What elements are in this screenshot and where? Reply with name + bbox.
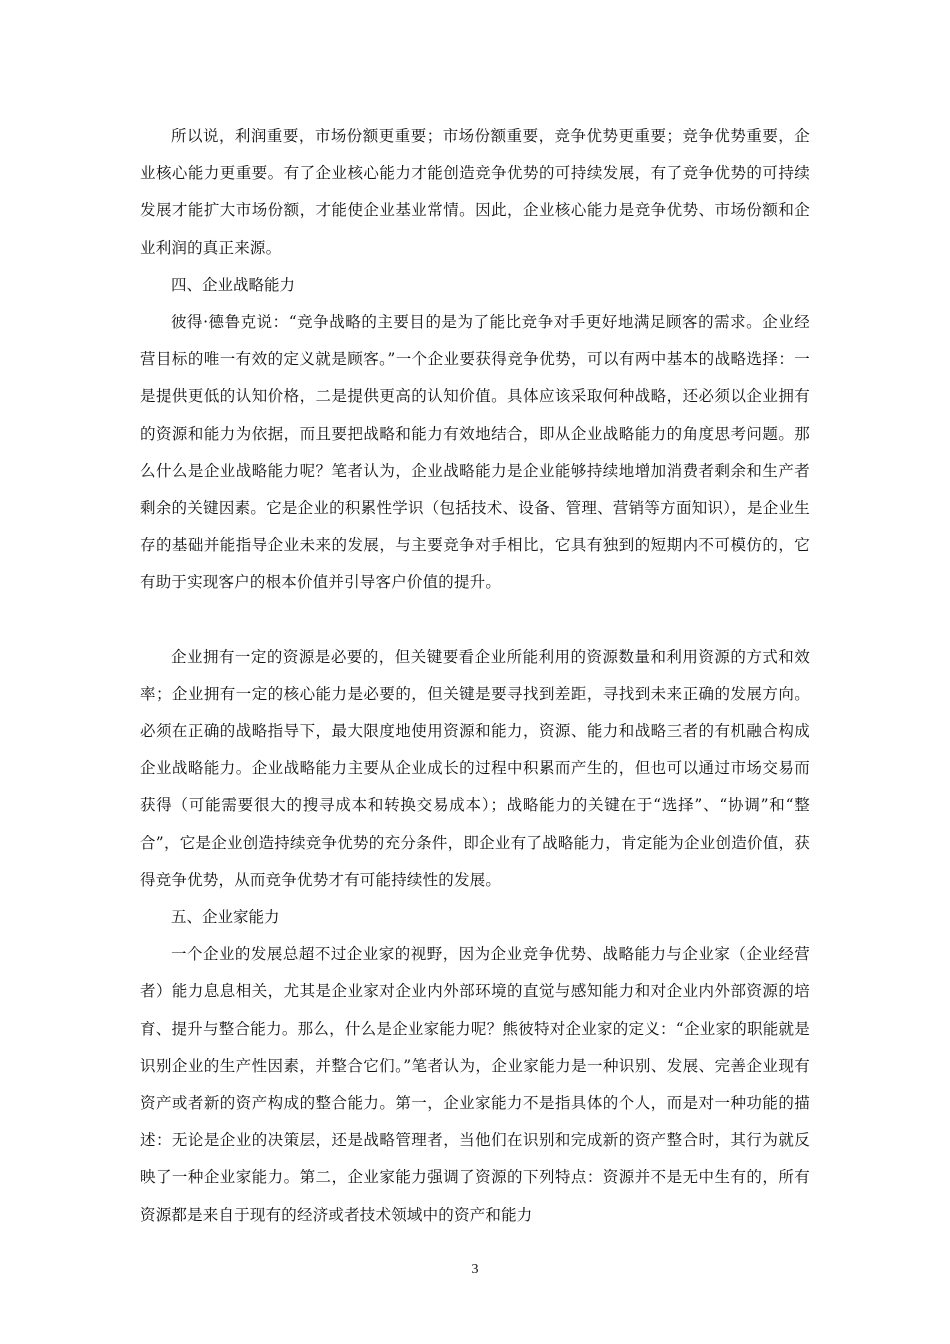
paragraph-drucker-quote: 彼得·德鲁克说：“竞争战略的主要目的是为了能比竞争对手更好地满足顾客的需求。企业经营目标的唯一有效的定义就是顾客。”一个企业要获得竞争优势，可以有两中基本的战略选择：一是提供更低的认知价格，二是提供更高的认知价值。具体应该采取何种战略，还必须以企业拥有的资源和能力为依据，而且要把战略和能力有效地结合，即从企业战略能力的角度思考问题。那么什么是企业战略能力呢？笔者认为，企业战略能力是企业能够持续地增加消费者剩余和生产者剩余的关键因素。它是企业的积累性学识（包括技术、设备、管理、营销等方面知识），是企业生存的基础并能指导企业未来的发展，与主要竞争对手相比，它具有独到的短期内不可模仿的，它有助于实现客户的根本价值并引导客户价值的提升。 (140, 313, 810, 592)
section-heading-strategic-capability: 四、企业战略能力 (171, 275, 296, 294)
paragraph-profit-market-share: 所以说，利润重要，市场份额更重要；市场份额重要，竞争优势更重要；竞争优势重要，企业核心能力更重要。有了企业核心能力才能创造竞争优势的可持续发展，有了竞争优势的可持续发展才能扩大市场份额，才能使企业基业常情。因此，企业核心能力是竞争优势、市场份额和企业利润的真正来源。 (140, 127, 810, 257)
page-number: 3 (471, 1262, 479, 1277)
paragraph-resources-strategy: 企业拥有一定的资源是必要的，但关键要看企业所能利用的资源数量和利用资源的方式和效率；企业拥有一定的核心能力是必要的，但关键是要寻找到差距，寻找到未来正确的发展方向。必须在正确的战略指导下，最大限度地使用资源和能力，资源、能力和战略三者的有机融合构成企业战略能力。企业战略能力主要从企业成长的过程中积累而产生的，但也可以通过市场交易而获得（可能需要很大的搜寻成本和转换交易成本）；战略能力的关键在于“选择”、“协调”和“整合”，它是企业创造持续竞争优势的充分条件，即企业有了战略能力，肯定能为企业创造价值，获得竞争优势，从而竞争优势才有可能持续性的发展。 (140, 647, 810, 889)
document-body (140, 118, 810, 1234)
section-heading-entrepreneur-capability: 五、企业家能力 (171, 908, 280, 927)
paragraph-entrepreneur-definition: 一个企业的发展总超不过企业家的视野，因为企业竞争优势、战略能力与企业家（企业经营者）能力息息相关，尤其是企业家对企业内外部环境的直觉与感知能力和对企业内外部资源的培育、提升与整合能力。那么，什么是企业家能力呢？熊彼特对企业家的定义：“企业家的职能就是识别企业的生产性因素，并整合它们。”笔者认为，企业家能力是一种识别、发展、完善企业现有资产或者新的资产构成的整合能力。第一，企业家能力不是指具体的个人，而是对一种功能的描述：无论是企业的决策层，还是战略管理者，当他们在识别和完成新的资产整合时，其行为就反映了一种企业家能力。第二，企业家能力强调了资源的下列特点：资源并不是无中生有的，所有资源都是来自于现有的经济或者技术领域中的资产和能力 (140, 945, 810, 1224)
paragraph-gap (140, 602, 810, 639)
